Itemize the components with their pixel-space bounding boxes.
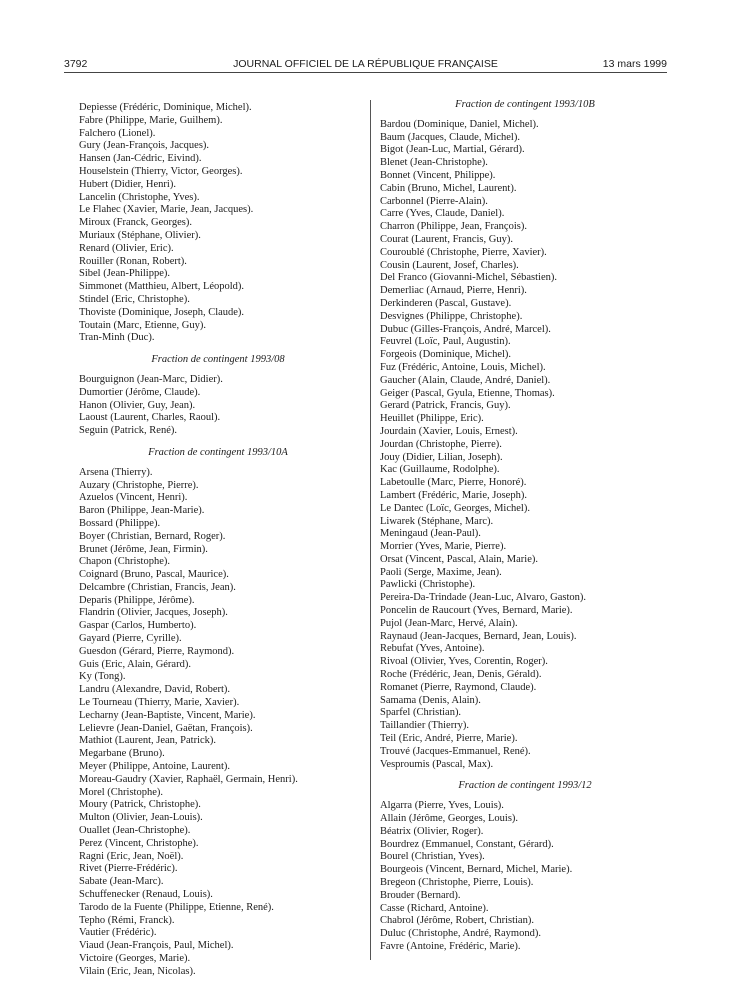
name-entry: Feuvrel (Loïc, Paul, Augustin). xyxy=(380,336,511,348)
name-entry: Gerard (Patrick, Francis, Guy). xyxy=(380,400,511,412)
name-entry: Geiger (Pascal, Gyula, Etienne, Thomas). xyxy=(380,387,555,399)
name-entry: Gayard (Pierre, Cyrille). xyxy=(79,633,182,645)
name-entry: Lambert (Frédéric, Marie, Joseph). xyxy=(380,489,527,501)
name-entry: Labetoulle (Marc, Pierre, Honoré). xyxy=(380,477,527,489)
name-entry: Del Franco (Giovanni-Michel, Sébastien). xyxy=(380,272,557,284)
name-entry: Taillandier (Thierry). xyxy=(380,720,470,732)
name-entry: Baum (Jacques, Claude, Michel). xyxy=(380,131,520,143)
name-entry: Seguin (Patrick, René). xyxy=(79,425,177,437)
name-entry: Moreau-Gaudry (Xavier, Raphaël, Germain, Henri). xyxy=(79,773,298,785)
name-entry: Tepho (Rémi, Franck). xyxy=(79,914,175,926)
name-entry: Laoust (Laurent, Charles, Raoul). xyxy=(79,412,221,424)
name-entry: Gaspar (Carlos, Humberto). xyxy=(79,620,197,632)
column-divider xyxy=(370,100,371,960)
name-entry: Cousin (Laurent, Josef, Charles). xyxy=(380,259,519,271)
name-entry: Pereira-Da-Trindade (Jean-Luc, Alvaro, Gaston). xyxy=(380,592,587,604)
name-entry: Liwarek (Stéphane, Marc). xyxy=(380,515,494,527)
name-entry: Heuillet (Philippe, Eric). xyxy=(380,413,484,425)
name-entry: Rebufat (Yves, Antoine). xyxy=(380,643,485,655)
name-entry: Gaucher (Alain, Claude, André, Daniel). xyxy=(380,374,551,386)
name-entry: Chabrol (Jérôme, Robert, Christian). xyxy=(380,915,534,927)
name-entry: Bossard (Philippe). xyxy=(79,517,161,529)
name-entry: Orsat (Vincent, Pascal, Alain, Marie). xyxy=(380,553,538,565)
name-entry: Coignard (Bruno, Pascal, Maurice). xyxy=(79,569,229,581)
name-entry: Couroublé (Christophe, Pierre, Xavier). xyxy=(380,246,547,258)
name-entry: Morrier (Yves, Marie, Pierre). xyxy=(380,541,507,553)
name-entry: Meyer (Philippe, Antoine, Laurent). xyxy=(79,761,231,773)
name-entry: Desvignes (Philippe, Christophe). xyxy=(380,310,523,322)
name-entry: Ky (Tong). xyxy=(79,671,126,683)
name-entry: Dubuc (Gilles-François, André, Marcel). xyxy=(380,323,551,335)
name-entry: Raynaud (Jean-Jacques, Bernard, Jean, Louis). xyxy=(380,630,577,642)
name-entry: Algarra (Pierre, Yves, Louis). xyxy=(380,800,504,812)
name-entry: Bonnet (Vincent, Philippe). xyxy=(380,169,496,181)
contingent-section xyxy=(79,447,357,979)
name-entry: Cabin (Bruno, Michel, Laurent). xyxy=(380,182,517,194)
name-entry: Hubert (Didier, Henri). xyxy=(79,178,176,190)
name-entry: Auzary (Christophe, Pierre). xyxy=(79,479,199,491)
name-entry: Sparfel (Christian). xyxy=(380,707,462,719)
name-entry: Ragni (Eric, Jean, Noël). xyxy=(79,850,184,862)
name-entry: Renard (Olivier, Eric). xyxy=(79,242,174,254)
name-entry: Deparis (Philippe, Jérôme). xyxy=(79,594,195,606)
name-entry: Le Dantec (Loïc, Georges, Michel). xyxy=(380,502,530,514)
name-entry: Bourgeois (Vincent, Bernard, Michel, Marie). xyxy=(380,864,573,876)
name-entry: Baron (Philippe, Jean-Marie). xyxy=(79,505,205,517)
name-entry: Carbonnel (Pierre-Alain). xyxy=(380,195,488,207)
name-entry: Rivoal (Olivier, Yves, Corentin, Roger). xyxy=(380,656,548,668)
name-entry: Simmonet (Matthieu, Albert, Léopold). xyxy=(79,281,245,293)
name-entry: Guis (Eric, Alain, Gérard). xyxy=(79,658,191,670)
issue-date: 13 mars 1999 xyxy=(602,58,667,70)
name-entry: Falchero (Lionel). xyxy=(79,127,156,139)
name-entry: Muriaux (Stéphane, Olivier). xyxy=(79,229,201,241)
name-entry: Courat (Laurent, Francis, Guy). xyxy=(380,233,513,245)
name-entry: Pawlicki (Christophe). xyxy=(380,579,476,591)
right-column xyxy=(380,99,670,954)
name-entry: Megarbane (Bruno). xyxy=(79,748,165,760)
name-entry: Fabre (Philippe, Marie, Guilhem). xyxy=(79,114,223,126)
name-entry: Lecharny (Jean-Baptiste, Vincent, Marie). xyxy=(79,709,256,721)
name-entry: Multon (Olivier, Jean-Louis). xyxy=(79,812,203,824)
name-entry: Landru (Alexandre, David, Robert). xyxy=(79,684,231,696)
name-entry: Mathiot (Laurent, Jean, Patrick). xyxy=(79,735,217,747)
name-entry: Vesproumis (Pascal, Max). xyxy=(380,758,494,770)
name-entry: Viaud (Jean-François, Paul, Michel). xyxy=(79,940,234,952)
name-entry: Fuz (Frédéric, Antoine, Louis, Michel). xyxy=(380,361,546,373)
name-entry: Moury (Patrick, Christophe). xyxy=(79,799,201,811)
name-entry: Perez (Vincent, Christophe). xyxy=(79,837,199,849)
section-heading: Fraction de contingent 1993/12 xyxy=(458,780,592,792)
name-entry: Bourel (Christian, Yves). xyxy=(380,851,485,863)
contingent-section xyxy=(79,102,357,345)
name-entry: Azuelos (Vincent, Henri). xyxy=(79,492,188,504)
name-entry: Allain (Jérôme, Georges, Louis). xyxy=(380,813,519,825)
name-entry: Arsena (Thierry). xyxy=(79,466,153,478)
name-entry: Bregeon (Christophe, Pierre, Louis). xyxy=(380,877,534,889)
section-heading: Fraction de contingent 1993/08 xyxy=(151,354,285,366)
name-entry: Miroux (Franck, Georges). xyxy=(79,217,192,229)
name-entry: Brunet (Jérôme, Jean, Firmin). xyxy=(79,543,208,555)
section-heading: Fraction de contingent 1993/10A xyxy=(148,446,288,458)
name-entry: Guesdon (Gérard, Pierre, Raymond). xyxy=(79,645,235,657)
name-entry: Samama (Denis, Alain). xyxy=(380,694,481,706)
name-entry: Jourdan (Christophe, Pierre). xyxy=(380,438,502,450)
name-entry: Paoli (Serge, Maxime, Jean). xyxy=(380,566,502,578)
name-entry: Bigot (Jean-Luc, Martial, Gérard). xyxy=(380,144,525,156)
name-entry: Sibel (Jean-Philippe). xyxy=(79,268,170,280)
name-entry: Pujol (Jean-Marc, Hervé, Alain). xyxy=(380,617,518,629)
name-entry: Toutain (Marc, Etienne, Guy). xyxy=(79,319,206,331)
name-entry: Lelievre (Jean-Daniel, Gaëtan, François). xyxy=(79,722,253,734)
name-entry: Trouvé (Jacques-Emmanuel, René). xyxy=(380,745,531,757)
name-entry: Le Tourneau (Thierry, Marie, Xavier). xyxy=(79,697,240,709)
name-entry: Casse (Richard, Antoine). xyxy=(380,902,489,914)
journal-title: JOURNAL OFFICIEL DE LA RÉPUBLIQUE FRANÇAISE xyxy=(233,58,498,70)
name-entry: Delcambre (Christian, Francis, Jean). xyxy=(79,581,236,593)
name-entry: Jourdain (Xavier, Louis, Ernest). xyxy=(380,425,518,437)
section-heading: Fraction de contingent 1993/10B xyxy=(455,99,595,110)
name-entry: Demerliac (Arnaud, Pierre, Henri). xyxy=(380,285,527,297)
name-entry: Bourguignon (Jean-Marc, Didier). xyxy=(79,373,223,385)
name-entry: Blenet (Jean-Christophe). xyxy=(380,157,488,169)
name-entry: Flandrin (Olivier, Jacques, Joseph). xyxy=(79,607,228,619)
name-entry: Romanet (Pierre, Raymond, Claude). xyxy=(380,681,537,693)
name-entry: Gury (Jean-François, Jacques). xyxy=(79,140,210,152)
name-entry: Rouiller (Ronan, Robert). xyxy=(79,255,187,267)
name-entry: Stindel (Eric, Christophe). xyxy=(79,293,190,305)
page-number: 3792 xyxy=(64,58,88,70)
name-entry: Hanon (Olivier, Guy, Jean). xyxy=(79,399,196,411)
name-entry: Derkinderen (Pascal, Gustave). xyxy=(380,297,512,309)
name-entry: Meningaud (Jean-Paul). xyxy=(380,528,481,540)
contingent-section xyxy=(79,354,357,438)
name-entry: Favre (Antoine, Frédéric, Marie). xyxy=(380,941,521,952)
name-entry: Tarodo de la Fuente (Philippe, Etienne, René). xyxy=(79,901,274,913)
name-entry: Forgeois (Dominique, Michel). xyxy=(380,349,512,361)
left-column xyxy=(79,102,357,979)
name-entry: Brouder (Bernard). xyxy=(380,889,461,901)
name-entry: Vautier (Frédéric). xyxy=(79,927,157,939)
name-entry: Thoviste (Dominique, Joseph, Claude). xyxy=(79,306,245,318)
name-entry: Hansen (Jan-Cédric, Eivind). xyxy=(79,153,202,165)
contingent-section xyxy=(380,99,670,771)
name-entry: Ouallet (Jean-Christophe). xyxy=(79,825,191,837)
name-entry: Charron (Philippe, Jean, François). xyxy=(380,221,527,233)
name-entry: Houselstein (Thierry, Victor, Georges). xyxy=(79,165,243,177)
name-entry: Roche (Frédéric, Jean, Denis, Gérald). xyxy=(380,669,542,681)
name-entry: Poncelin de Raucourt (Yves, Bernard, Marie). xyxy=(380,605,573,617)
name-entry: Vilain (Eric, Jean, Nicolas). xyxy=(79,965,196,977)
name-entry: Bourdrez (Emmanuel, Constant, Gérard). xyxy=(380,838,554,850)
name-entry: Dumortier (Jérôme, Claude). xyxy=(79,386,201,398)
contingent-section xyxy=(380,780,670,953)
name-entry: Chapon (Christophe). xyxy=(79,556,170,568)
name-entry: Sabate (Jean-Marc). xyxy=(79,876,164,888)
name-entry: Teil (Eric, André, Pierre, Marie). xyxy=(380,733,518,745)
name-entry: Schuffenecker (Renaud, Louis). xyxy=(79,889,213,901)
name-entry: Morel (Christophe). xyxy=(79,786,163,798)
name-entry: Boyer (Christian, Bernard, Roger). xyxy=(79,530,226,542)
page-header xyxy=(64,58,667,73)
name-entry: Bardou (Dominique, Daniel, Michel). xyxy=(380,118,539,130)
name-entry: Kac (Guillaume, Rodolphe). xyxy=(380,464,500,476)
name-entry: Béatrix (Olivier, Roger). xyxy=(380,825,484,837)
name-entry: Tran-Minh (Duc). xyxy=(79,332,155,344)
name-entry: Carre (Yves, Claude, Daniel). xyxy=(380,208,505,220)
name-entry: Victoire (Georges, Marie). xyxy=(79,953,191,964)
name-entry: Depiesse (Frédéric, Dominique, Michel). xyxy=(79,102,252,113)
name-entry: Duluc (Christophe, André, Raymond). xyxy=(380,928,541,940)
name-entry: Le Flahec (Xavier, Marie, Jean, Jacques). xyxy=(79,204,254,216)
name-entry: Rivet (Pierre-Frédéric). xyxy=(79,863,178,875)
name-entry: Jouy (Didier, Lilian, Joseph). xyxy=(380,451,503,463)
name-entry: Lancelin (Christophe, Yves). xyxy=(79,191,200,203)
